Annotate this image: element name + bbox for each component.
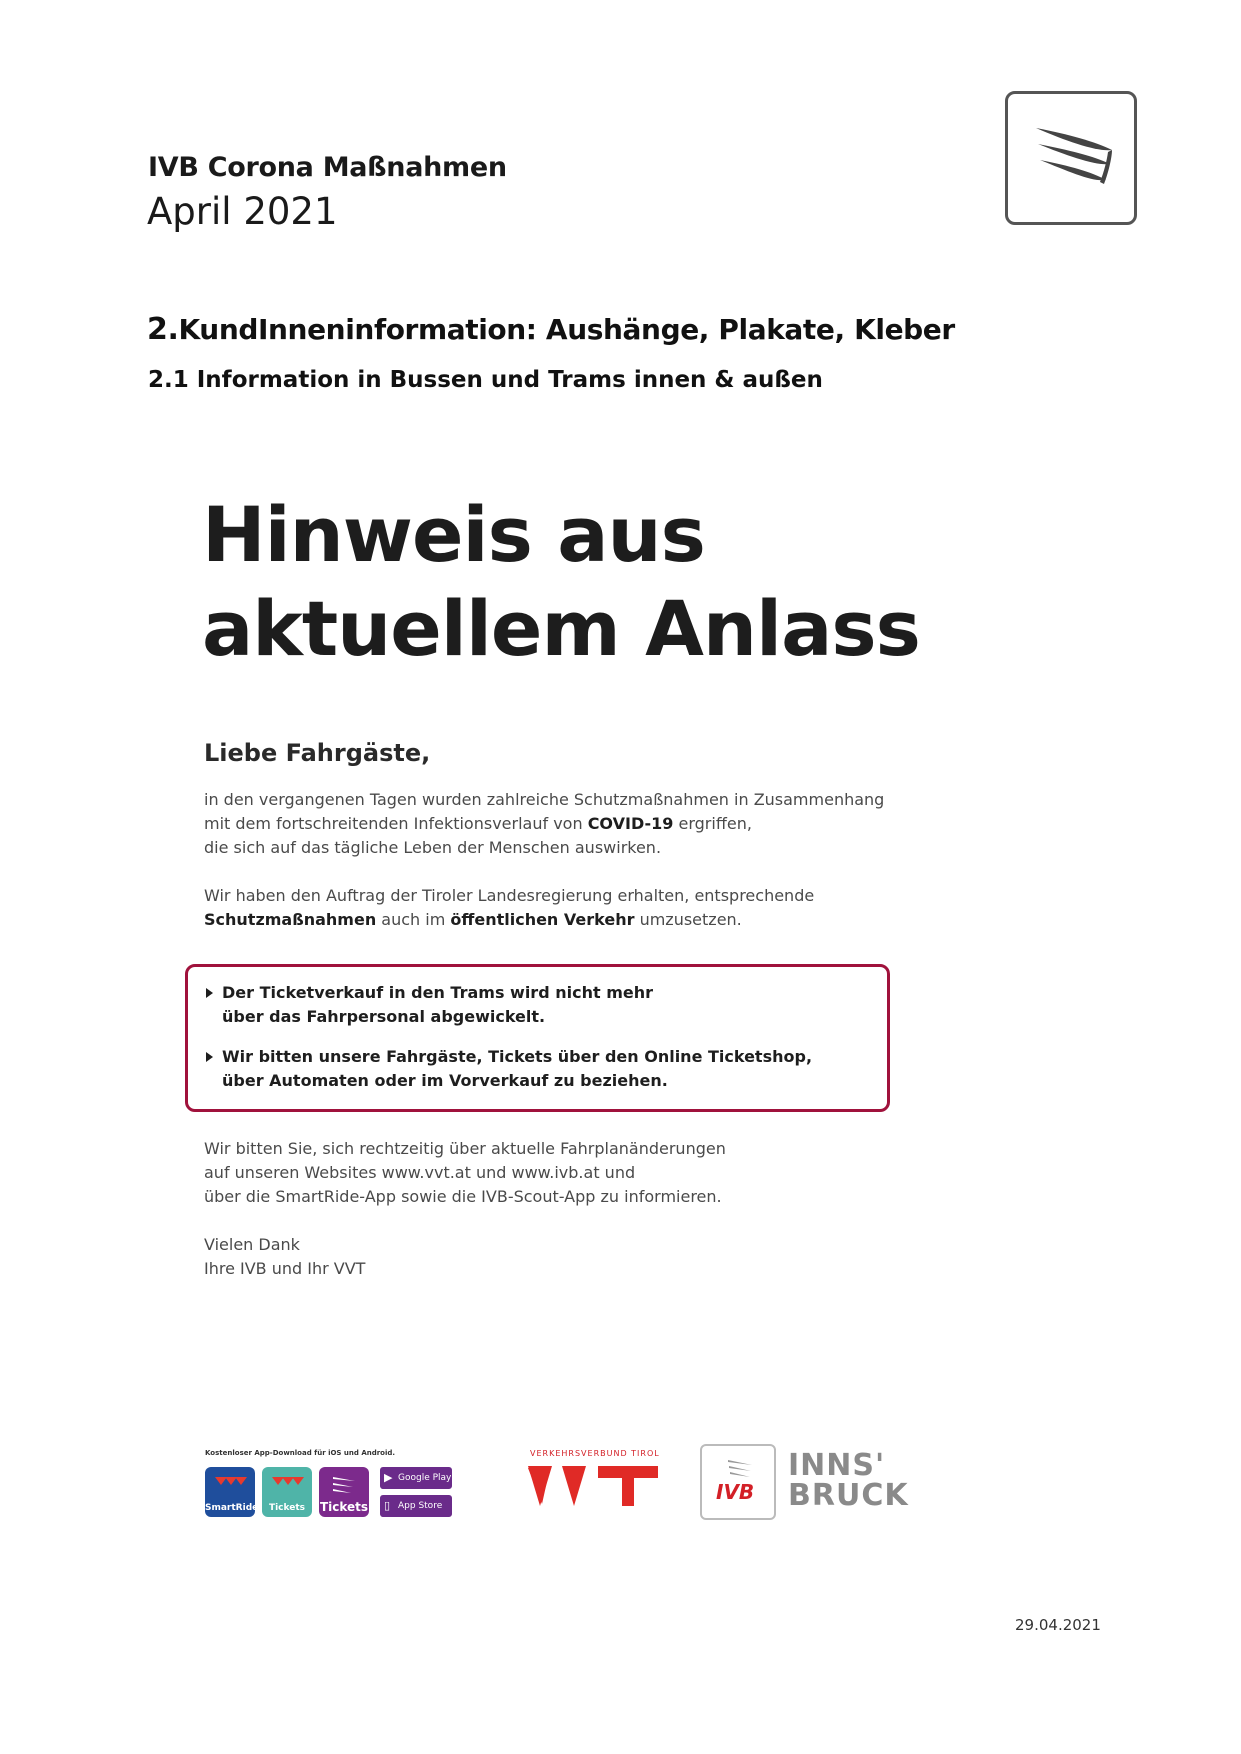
- paragraph-line: Wir bitten Sie, sich rechtzeitig über aktuelle Fahrplanänderungen: [204, 1139, 726, 1158]
- poster-greeting: Liebe Fahrgäste,: [204, 739, 431, 767]
- poster-paragraph-1: [204, 788, 884, 860]
- google-play-badge: ▶ Google Play: [380, 1467, 452, 1489]
- poster-signoff: [204, 1233, 365, 1281]
- poster-title-line-1: Hinweis aus: [202, 490, 705, 579]
- innsbruck-logo-line-2: BRUCK: [788, 1478, 909, 1513]
- ivb-small-logo: IVB: [700, 1444, 776, 1520]
- paragraph-line: Wir haben den Auftrag der Tiroler Landesregierung erhalten, entsprechende: [204, 886, 815, 905]
- ivb-swoosh-icon: [1008, 94, 1134, 222]
- ivb-tickets-app-icon: Tickets: [319, 1467, 369, 1517]
- poster-paragraph-3: [204, 1137, 726, 1209]
- app-download-caption: Kostenloser App-Download für iOS und Android.: [205, 1449, 396, 1457]
- paragraph-line: über die SmartRide-App sowie die IVB-Scout-App zu informieren.: [204, 1187, 722, 1206]
- poster-title: [202, 488, 920, 676]
- paragraph-line: auf unseren Websites www.vvt.at und www.ivb.at und: [204, 1163, 636, 1182]
- paragraph-line: mit dem fortschreitenden Infektionsverlauf von COVID-19 ergriffen,: [204, 814, 752, 833]
- section-title: KundInneninformation: Aushänge, Plakate, Kleber: [178, 313, 955, 346]
- ivb-swoosh-small-icon: [726, 1456, 756, 1478]
- vvt-tickets-app-icon: Tickets: [262, 1467, 312, 1517]
- document-subtitle: April 2021: [147, 190, 338, 233]
- section-heading: [147, 312, 955, 347]
- subsection-heading: 2.1 Information in Bussen und Trams innen & außen: [148, 367, 823, 393]
- notice-poster: [150, 450, 920, 1580]
- paragraph-line: Vielen Dank: [204, 1235, 300, 1254]
- section-number: 2.: [147, 312, 179, 347]
- paragraph-line: Schutzmaßnahmen auch im öffentlichen Verkehr umzusetzen.: [204, 910, 742, 929]
- innsbruck-logo-line-1: INNS': [788, 1448, 886, 1483]
- paragraph-line: in den vergangenen Tagen wurden zahlreiche Schutzmaßnahmen in Zusammenhang: [204, 790, 885, 809]
- poster-title-line-2: aktuellem Anlass: [202, 584, 920, 673]
- poster-paragraph-2: [204, 884, 814, 932]
- paragraph-line: die sich auf das tägliche Leben der Menschen auswirken.: [204, 838, 662, 857]
- document-title: IVB Corona Maßnahmen: [148, 152, 507, 183]
- ticket-notice-box: [185, 964, 890, 1112]
- notice-bullet: Der Ticketverkauf in den Trams wird nicht mehr über das Fahrpersonal abgewickelt.: [206, 981, 653, 1029]
- ivb-logo: [1005, 91, 1137, 225]
- page-date: 29.04.2021: [1015, 1616, 1101, 1634]
- vvt-logo: [528, 1462, 658, 1510]
- notice-bullet: Wir bitten unsere Fahrgäste, Tickets über den Online Ticketshop, über Automaten oder im Vorverkauf zu beziehen.: [206, 1045, 812, 1093]
- paragraph-line: Ihre IVB und Ihr VVT: [204, 1259, 366, 1278]
- google-play-icon: ▶: [384, 1471, 393, 1484]
- phone-icon: ▯: [384, 1499, 391, 1512]
- vvt-caption: VERKEHRSVERBUND TIROL: [530, 1449, 660, 1458]
- bullet-arrow-icon: [206, 988, 213, 998]
- bullet-arrow-icon: [206, 1052, 213, 1062]
- app-store-badge: ▯ App Store: [380, 1495, 452, 1517]
- smartride-app-icon: SmartRide: [205, 1467, 255, 1517]
- svg-text:VVT: VVT: [528, 1462, 530, 1463]
